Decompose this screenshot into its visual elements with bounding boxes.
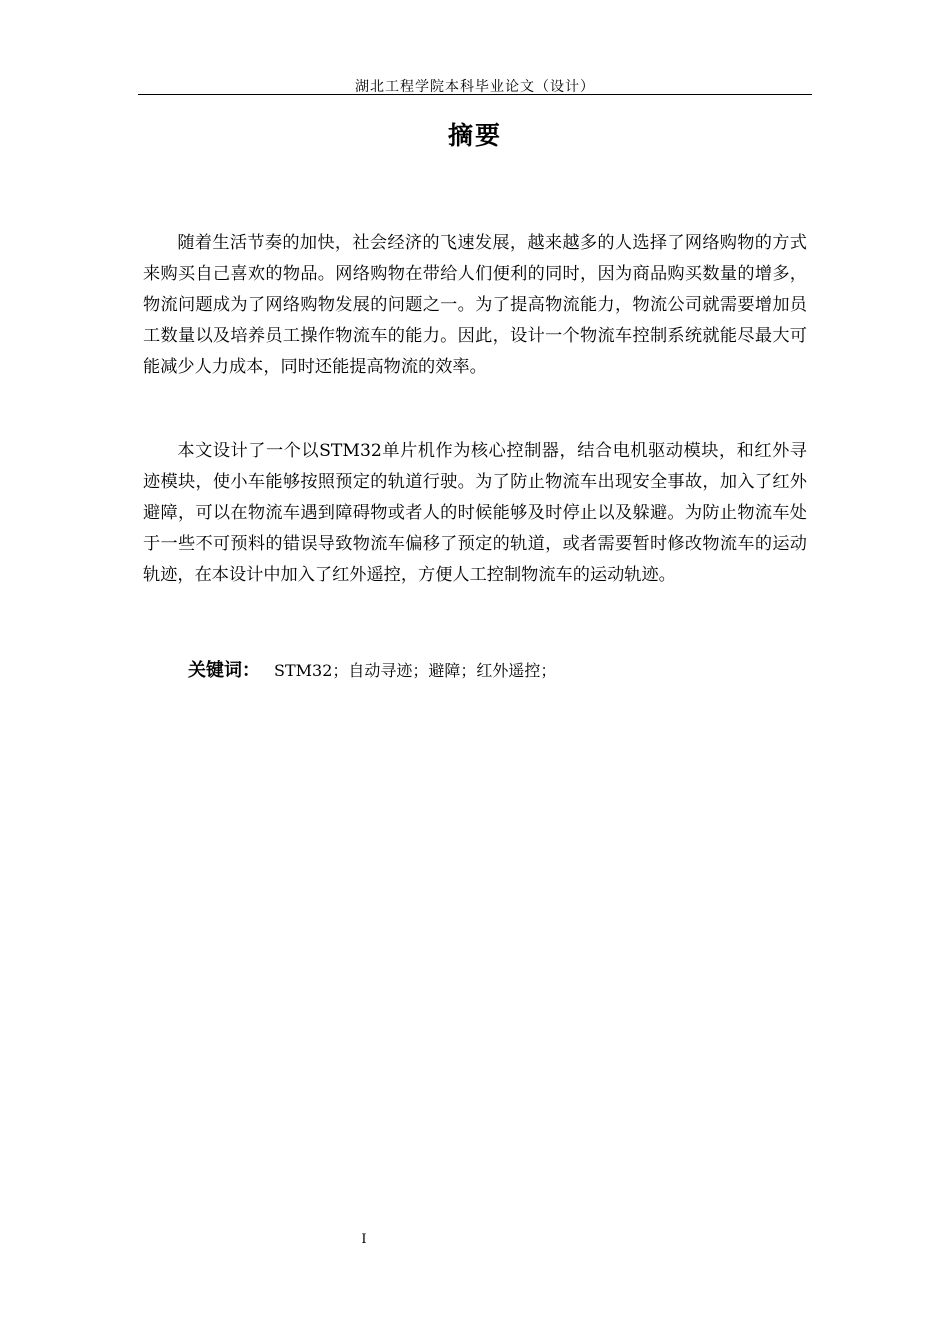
keywords-label: 关键词：	[188, 660, 260, 681]
header-title: 湖北工程学院本科毕业论文（设计）	[355, 79, 595, 95]
keywords-line	[188, 655, 556, 686]
abstract-paragraph-2: 本文设计了一个以STM32单片机作为核心控制器，结合电机驱动模块，和红外寻迹模块，使小车能够按照预定的轨道行驶。为了防止物流车出现安全事故，加入了红外避障，可以在物流车遇到障碍物或者人的时候能够及时停止以及躲避。为防止物流车处于一些不可预料的错误导致物流车偏移了预定的轨道，或者需要暂时修改物流车的运动轨迹，在本设计中加入了红外遥控，方便人工控制物流车的运动轨迹。	[143, 441, 807, 585]
keywords-value: STM32；自动寻迹；避障；红外遥控；	[274, 661, 557, 680]
header-divider	[138, 94, 812, 95]
page-number: I	[361, 1232, 367, 1247]
abstract-title: 摘要	[447, 121, 502, 150]
abstract-paragraph-1: 随着生活节奏的加快，社会经济的飞速发展，越来越多的人选择了网络购物的方式来购买自己喜欢的物品。网络购物在带给人们便利的同时，因为商品购买数量的增多，物流问题成为了网络购物发展的问题之一。为了提高物流能力，物流公司就需要增加员工数量以及培养员工操作物流车的能力。因此，设计一个物流车控制系统就能尽最大可能减少人力成本，同时还能提高物流的效率。	[143, 233, 807, 377]
